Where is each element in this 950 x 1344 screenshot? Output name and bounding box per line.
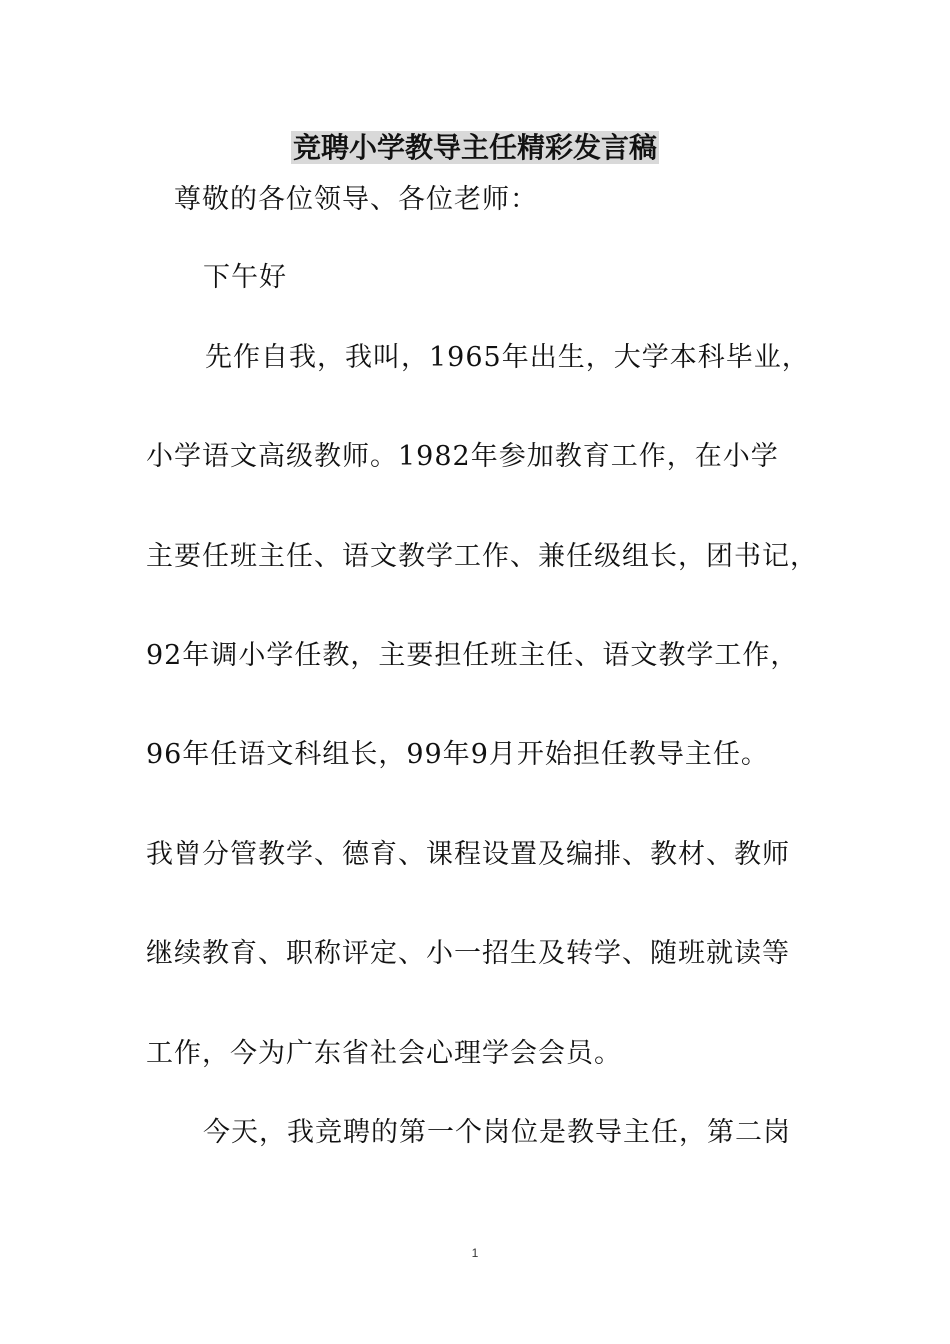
text-line: 96年任语文科组长，99年9月开始担任教导主任。 (146, 739, 769, 770)
page-number: 1 (471, 1246, 479, 1260)
text-line-greeting: 下午好 (203, 262, 287, 293)
text-line: 今天，我竞聘的第一个岗位是教导主任，第二岗 (203, 1117, 791, 1148)
text-line-salutation: 尊敬的各位领导、各位老师： (174, 184, 538, 215)
text-line: 小学语文高级教师。1982年参加教育工作，在小学 (146, 441, 779, 472)
text-line: 继续教育、职称评定、小一招生及转学、随班就读等 (146, 938, 790, 969)
text-line: 工作，今为广东省社会心理学会会员。 (146, 1038, 622, 1069)
text-line: 先作自我，我叫，1965年出生，大学本科毕业， (205, 342, 810, 373)
text-line: 我曾分管教学、德育、课程设置及编排、教材、教师 (146, 839, 790, 870)
text-line: 92年调小学任教，主要担任班主任、语文教学工作， (146, 640, 799, 671)
document-title-text: 竞聘小学教导主任精彩发言稿 (292, 131, 657, 164)
document-title (0, 128, 950, 168)
text-line: 主要任班主任、语文教学工作、兼任级组长，团书记， (146, 541, 818, 572)
